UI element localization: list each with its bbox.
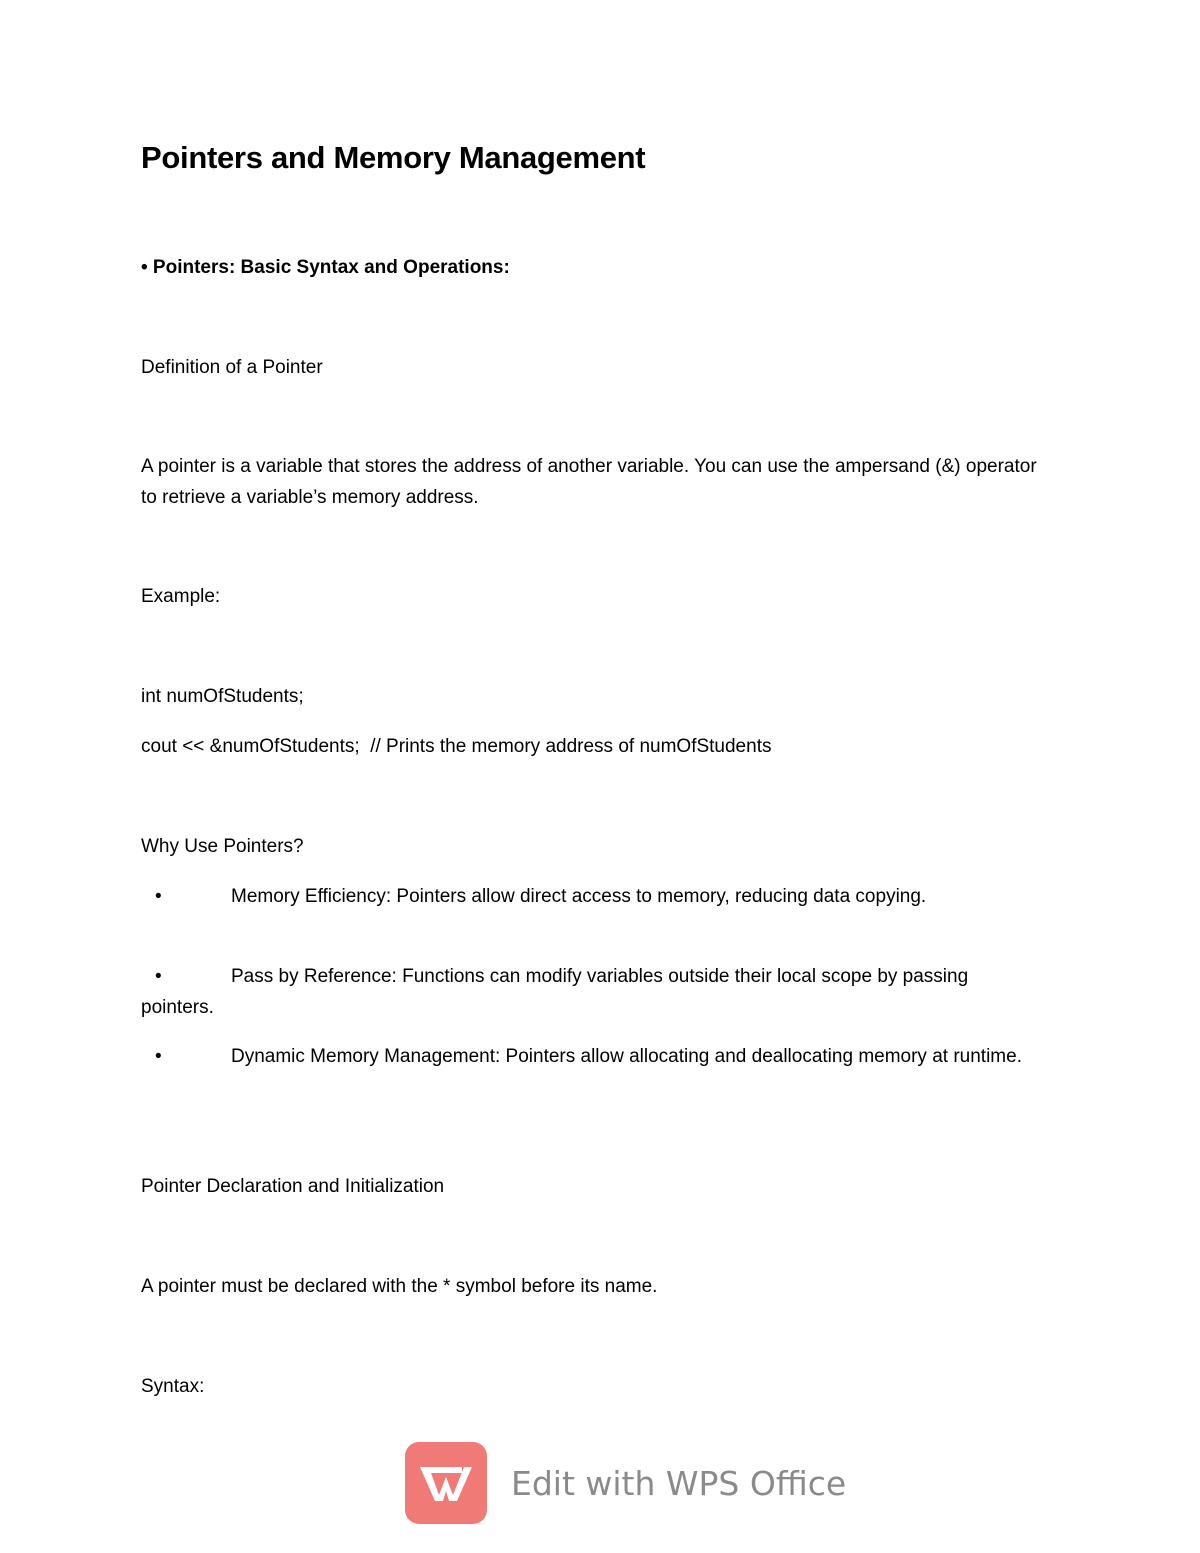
syntax-label: Syntax: (141, 1376, 205, 1397)
bullet-marker: • (155, 966, 162, 987)
wps-office-logo-icon (405, 1442, 487, 1524)
wps-banner-text[interactable]: Edit with WPS Office (511, 1463, 847, 1503)
declaration-paragraph: A pointer must be declared with the * symbol before its name. (141, 1276, 658, 1297)
bullet-marker: • (155, 1046, 162, 1067)
section-heading: • Pointers: Basic Syntax and Operations: (141, 257, 510, 278)
definition-heading: Definition of a Pointer (141, 357, 323, 378)
code-line: int numOfStudents; (141, 686, 304, 707)
definition-paragraph: A pointer is a variable that stores the address of another variable. You can use the ampersand (&) operator to retrieve a variable’s memory address. (141, 456, 1037, 508)
page-title: Pointers and Memory Management (141, 140, 646, 175)
example-label: Example: (141, 586, 221, 607)
declaration-heading: Pointer Declaration and Initialization (141, 1176, 445, 1197)
bullet-text: Pass by Reference: Functions can modify variables outside their local scope by passing pointers. (141, 966, 969, 1018)
bullet-text: Memory Efficiency: Pointers allow direct access to memory, reducing data copying. (231, 886, 927, 907)
bullet-text: Dynamic Memory Management: Pointers allow allocating and deallocating memory at runtime. (231, 1046, 1022, 1067)
list-item (141, 961, 1046, 1023)
why-heading: Why Use Pointers? (141, 836, 304, 857)
wps-w-glyph-icon (416, 1461, 476, 1505)
code-line: cout << &numOfStudents; // Prints the memory address of numOfStudents (141, 736, 772, 757)
wps-edit-banner[interactable] (405, 1442, 846, 1524)
bullet-marker: • (155, 886, 162, 907)
list-item (141, 881, 1046, 912)
list-item (141, 1041, 1046, 1072)
